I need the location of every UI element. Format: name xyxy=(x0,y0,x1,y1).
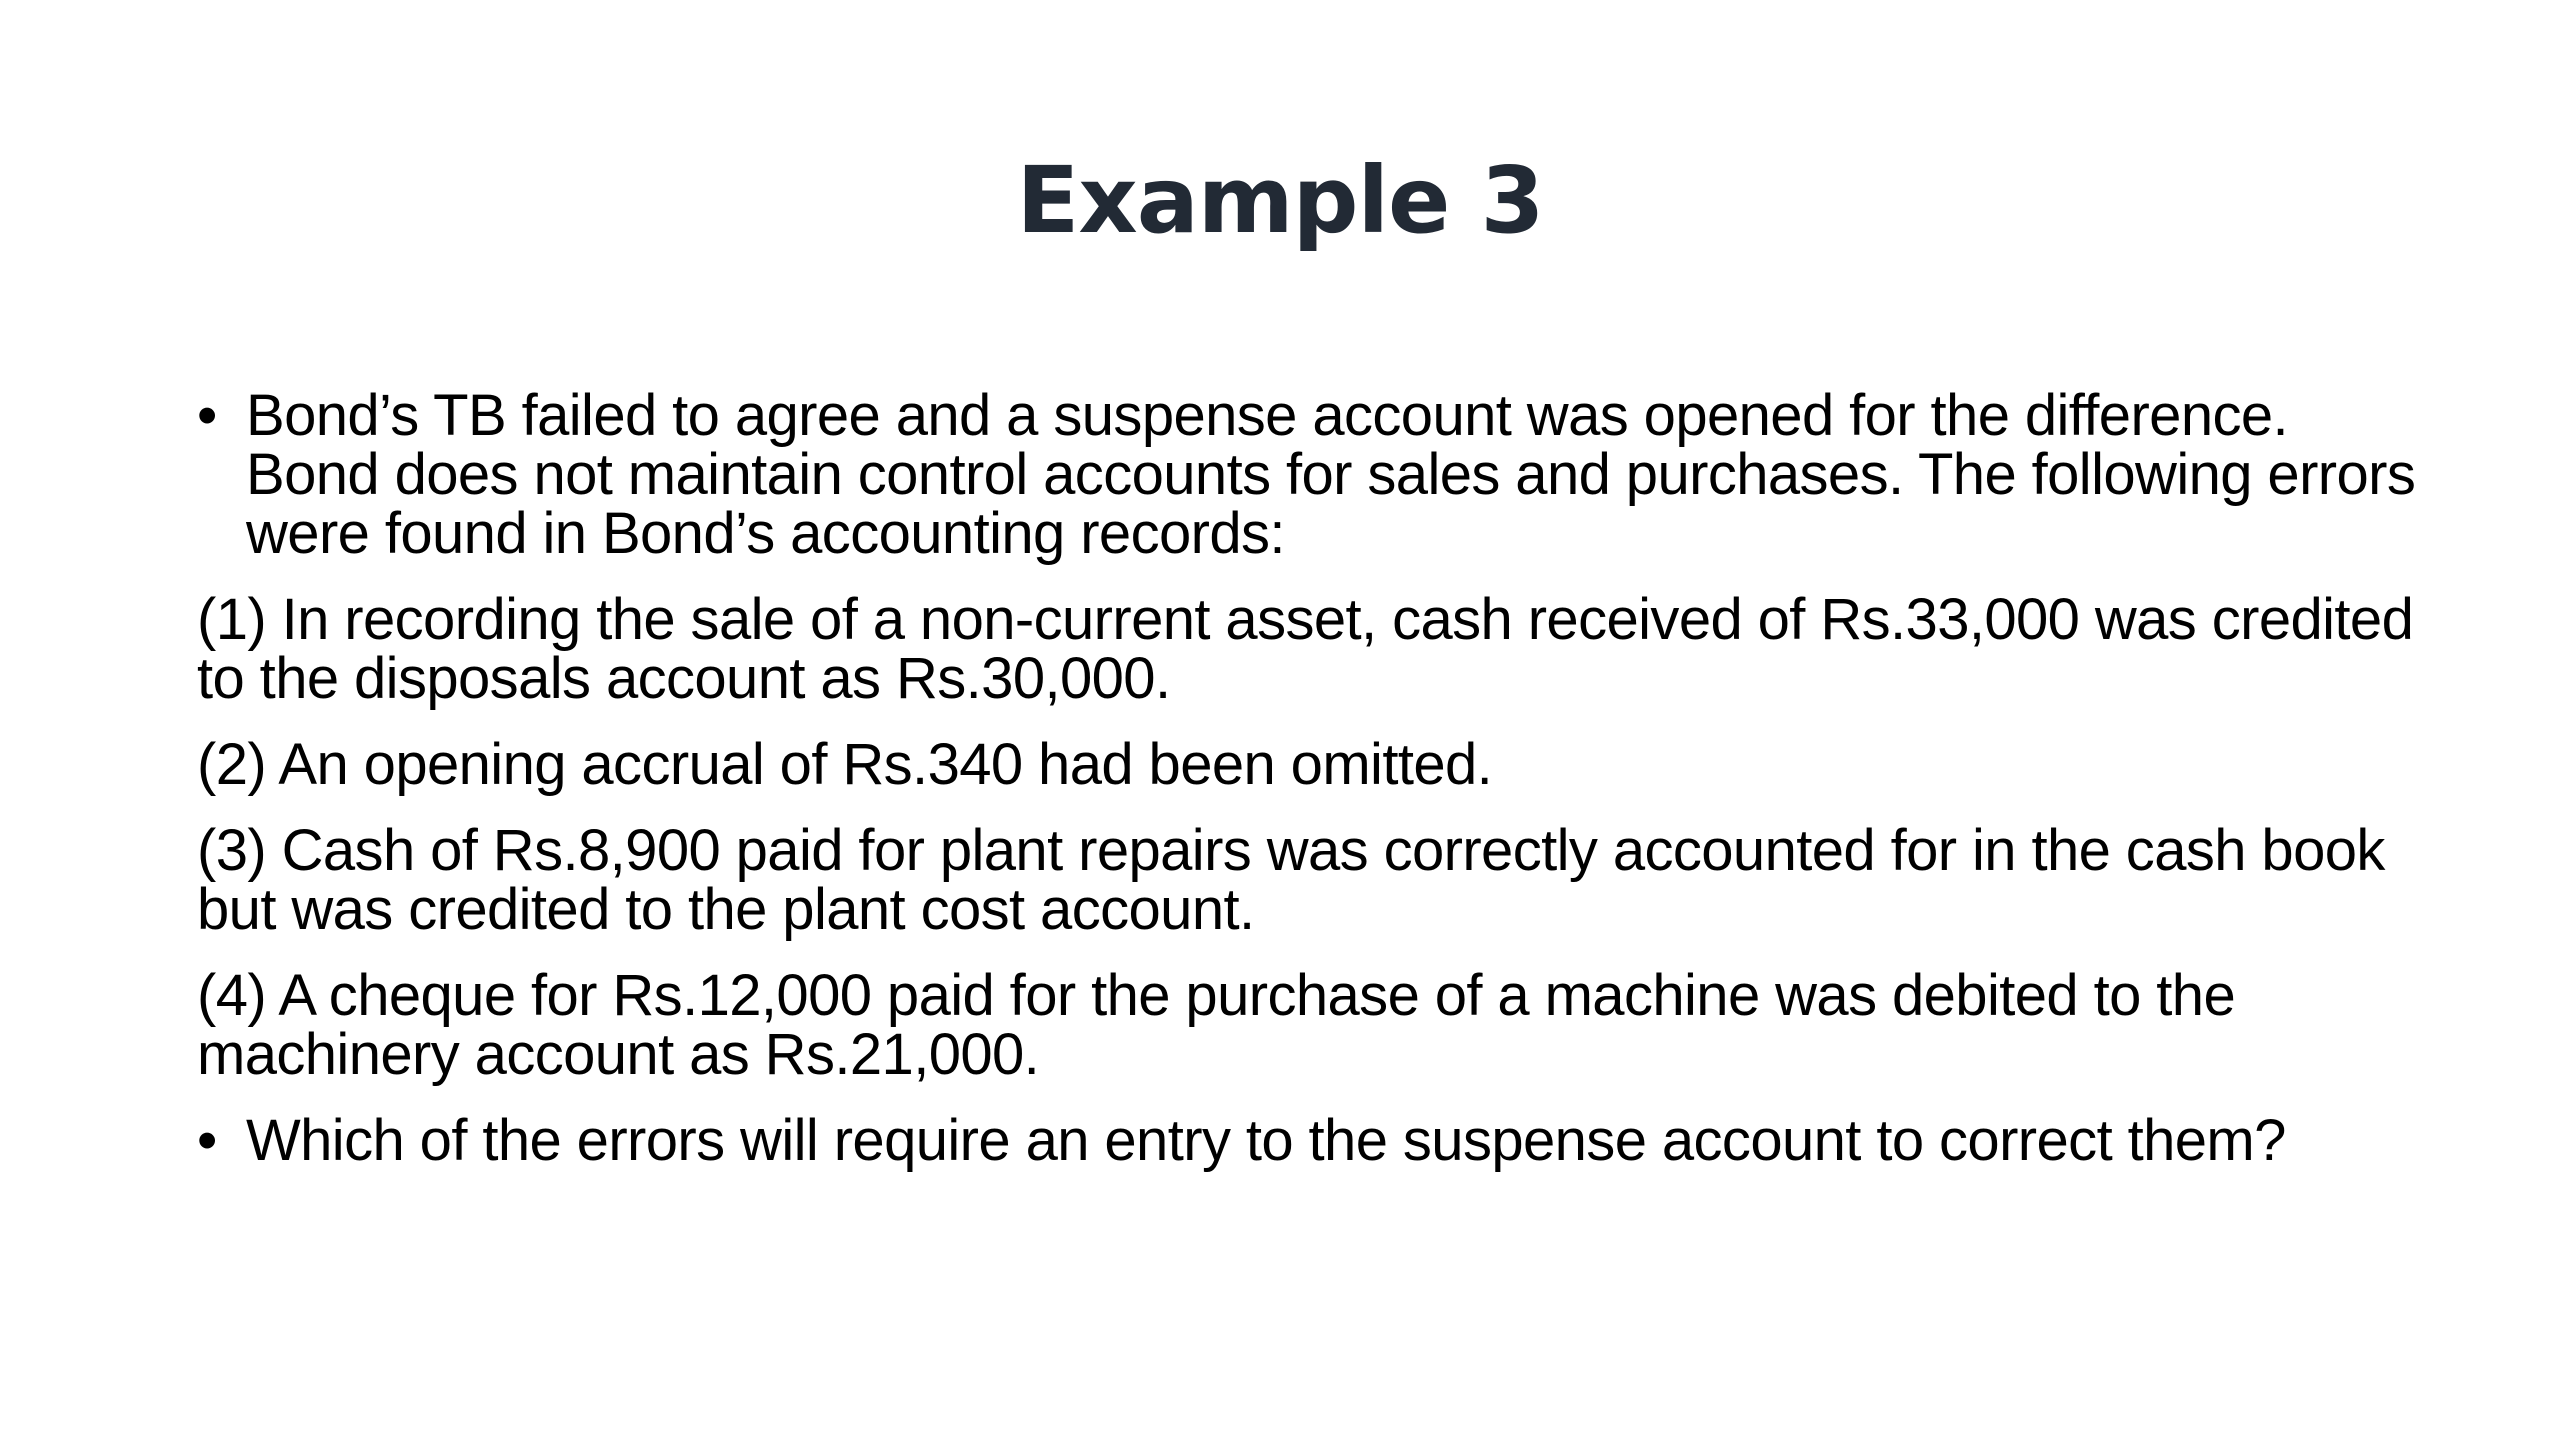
bullet-icon: • xyxy=(197,1108,217,1173)
intro-bullet xyxy=(197,383,2417,566)
question-text: Which of the errors will require an entry to the suspense account to correct them? xyxy=(246,1108,2286,1173)
error-item-2: (2) An opening accrual of Rs.340 had been omitted. xyxy=(197,732,1493,797)
question-bullet xyxy=(197,1108,2417,1173)
slide-title: Example 3 xyxy=(1016,147,1544,254)
bullet-icon: • xyxy=(197,383,217,448)
error-item-1: (1) In recording the sale of a non-current asset, cash received of Rs.33,000 was credited to the disposals account as Rs.30,000. xyxy=(197,587,2414,711)
error-item-3: (3) Cash of Rs.8,900 paid for plant repairs was correctly accounted for in the cash book but was credited to the plant cost account. xyxy=(197,818,2385,942)
intro-text: Bond’s TB failed to agree and a suspense account was opened for the difference. Bond does not maintain control accounts for sales and purchases. The following errors were found in Bond’s accounting records: xyxy=(246,383,2416,566)
slide-body xyxy=(197,383,2417,1197)
error-item-4: (4) A cheque for Rs.12,000 paid for the purchase of a machine was debited to the machinery account as Rs.21,000. xyxy=(197,963,2236,1087)
